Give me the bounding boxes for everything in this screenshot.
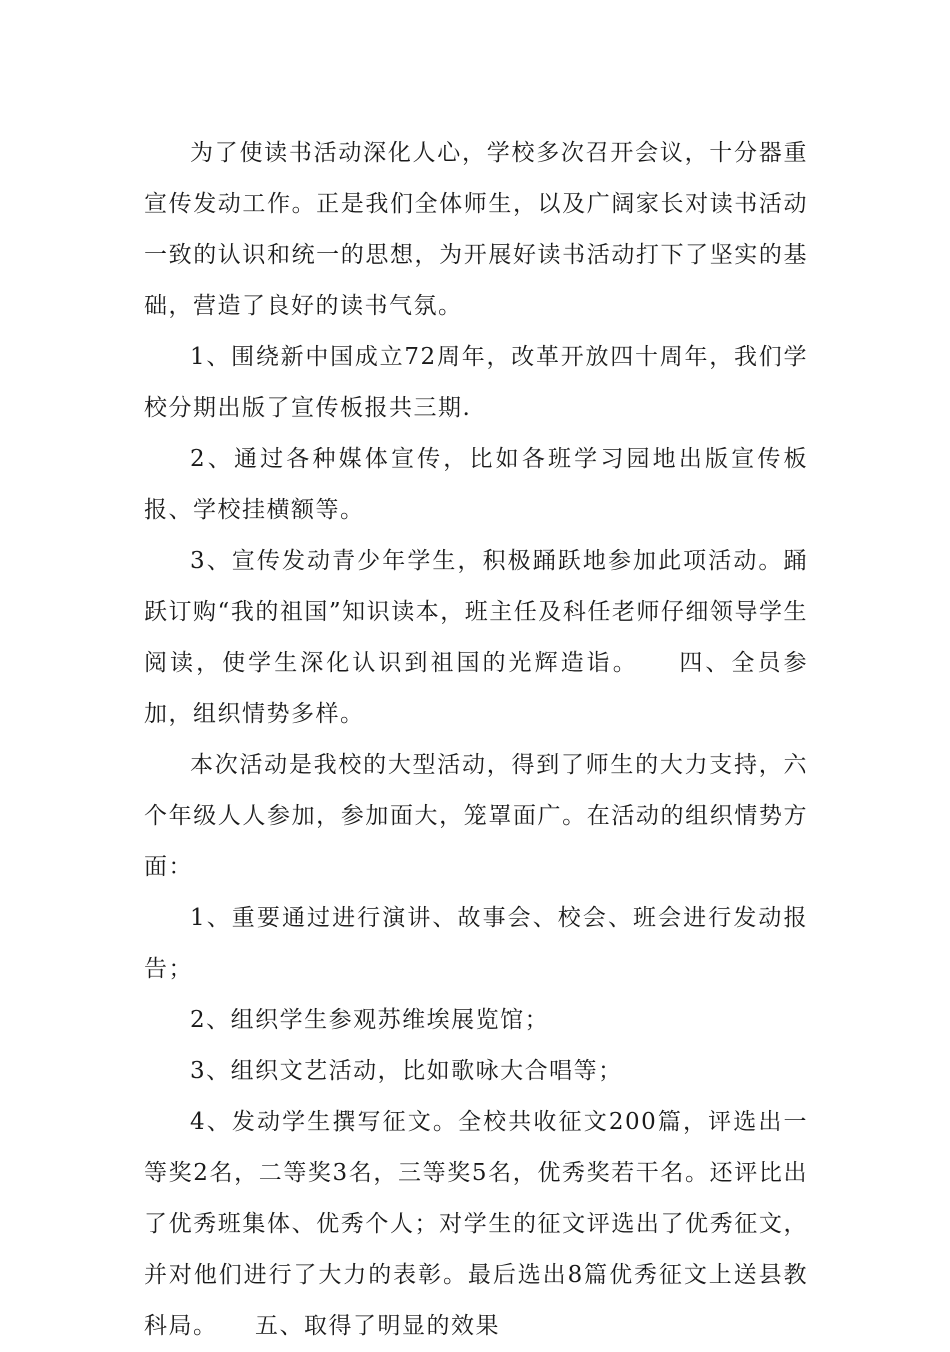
paragraph-item-1-boards: 1、围绕新中国成立72周年，改革开放四十周年，我们学校分期出版了宣传板报共三期. (144, 344, 808, 421)
document-body (144, 128, 808, 1352)
paragraph-form-3-arts: 3、组织文艺活动，比如歌咏大合唱等； (190, 1058, 623, 1084)
paragraph-form-1-speeches: 1、重要通过进行演讲、故事会、校会、班会进行发动报告； (144, 905, 808, 982)
paragraph-form-4-essays: 4、发动学生撰写征文。全校共收征文200篇，评选出一等奖2名，二等奖3名，三等奖5名，优秀奖若干名。还评比出了优秀班集体、优秀个人；对学生的征文评选出了优秀征文，并对他们进行了大力的表彰。最后选出8篇优秀征文上送县教科局。 五、取得了明显的效果 (144, 1109, 808, 1339)
paragraph-form-2-exhibition: 2、组织学生参观苏维埃展览馆； (190, 1007, 550, 1033)
paragraph-activity-overview: 本次活动是我校的大型活动，得到了师生的大力支持，六个年级人人参加，参加面大，笼罩面广。在活动的组织情势方面： (144, 752, 808, 880)
paragraph-item-3-mobilize: 3、宣传发动青少年学生，积极踊跃地参加此项活动。踊跃订购“我的祖国”知识读本，班主任及科任老师仔细领导学生阅读，使学生深化认识到祖国的光辉造诣。 四、全员参加，组织情势多样。 (144, 548, 808, 727)
paragraph-item-2-media: 2、通过各种媒体宣传，比如各班学习园地出版宣传板报、学校挂横额等。 (144, 446, 808, 523)
paragraph-reading-campaign: 为了使读书活动深化人心，学校多次召开会议，十分器重宣传发动工作。正是我们全体师生，以及广阔家长对读书活动一致的认识和统一的思想，为开展好读书活动打下了坚实的基础，营造了良好的读书气氛。 (144, 140, 808, 319)
